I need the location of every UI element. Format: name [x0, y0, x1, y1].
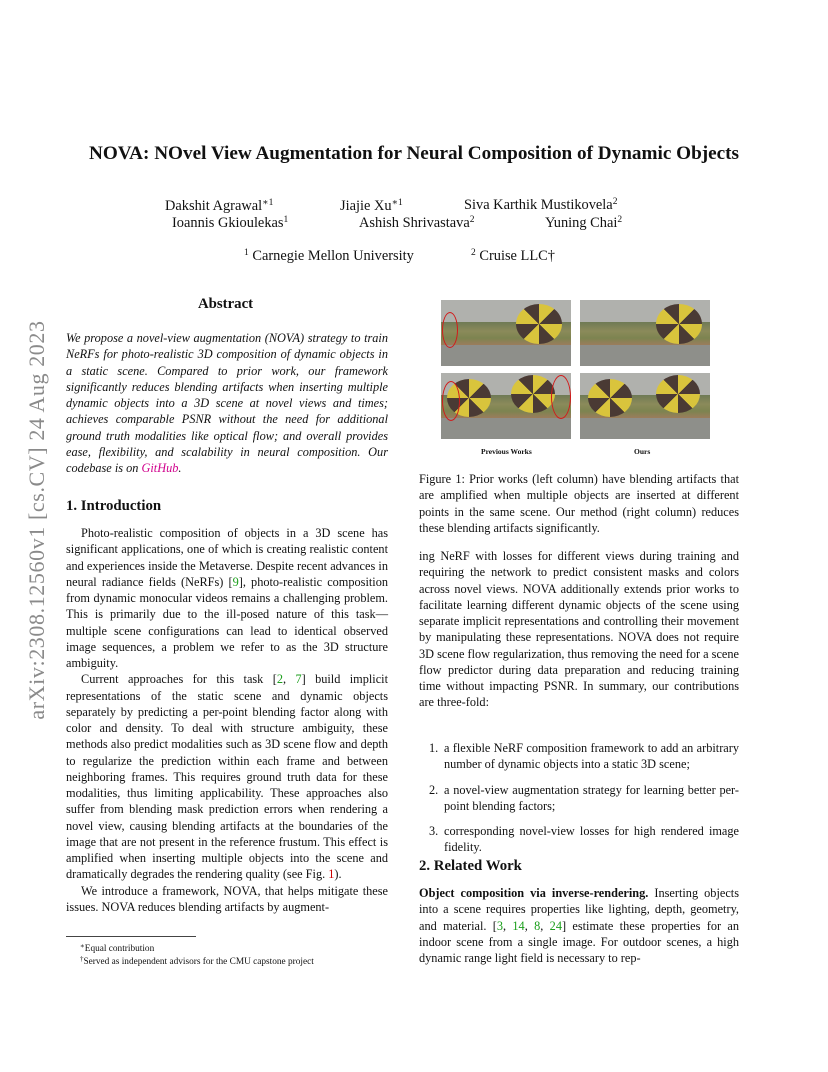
affiliation-2: $^2$ Cruise LLC†: [471, 248, 555, 264]
figure-label-ours: Ours: [634, 447, 651, 456]
umbrella-image: [588, 379, 632, 417]
figure-label-previous: Previous Works: [481, 447, 532, 456]
umbrella-image: [516, 304, 562, 344]
citation[interactable]: 9: [232, 574, 239, 589]
intro-continued: ing NeRF with losses for different views during training and requiring the network to predict consistent masks and colors across novel views. NOVA additionally extends prior works to facilitate learning different dynamic objects of the scene using separate implicit representations and controlling their movement by manipulating these representations. NOVA does not require 3D scene flow regularization, thus removing the need for a scene flow predictor during data preparation and reducing training time without impacting PSNR. In summary, our contributions are three-fold:: [419, 549, 739, 710]
umbrella-image: [656, 304, 702, 344]
author-5: Ashish Shrivastava$^2$: [359, 215, 475, 231]
artifact-circle: [442, 381, 460, 421]
umbrella-image: [511, 375, 555, 413]
author-1: Dakshit Agrawal$^{∗1}$: [165, 198, 274, 214]
abstract-heading: Abstract: [198, 296, 254, 312]
figure-reference[interactable]: 1: [328, 867, 335, 882]
author-6: Yuning Chai$^2$: [545, 215, 623, 231]
citation[interactable]: 24: [549, 918, 562, 933]
arxiv-id: arXiv:2308.12560v1 [cs.CV] 24 Aug 2023: [24, 320, 49, 720]
figure-caption: Figure 1: Prior works (left column) have blending artifacts that are amplified when multiple objects are inserted at different points in the same scene. Our method (right column) reduces these blending artifacts significantly.: [419, 472, 739, 535]
intro-body: [66, 525, 388, 915]
affiliation-1: $^1$ Carnegie Mellon University: [244, 248, 414, 264]
footnote-1: ∗Equal contribution: [80, 942, 155, 954]
figure-1: [441, 300, 711, 456]
contribution-item: 2. a novel-view augmentation strategy for learning better per-point blending factors;: [429, 782, 739, 813]
github-link[interactable]: GitHub: [141, 461, 179, 475]
artifact-circle: [442, 312, 458, 348]
author-3: Siva Karthik Mustikovela$^2$: [464, 197, 618, 213]
citation[interactable]: 7: [295, 672, 302, 687]
citation[interactable]: 3: [496, 918, 503, 933]
figure-panel-ours-top: [580, 300, 710, 366]
author-2: Jiajie $Xu^{∗1}$: [340, 198, 403, 214]
figure-panel-previous-bottom: [441, 373, 571, 439]
contribution-item: 3. corresponding novel-view losses for high rendered image fidelity.: [429, 824, 739, 855]
intro-paragraph-2: Current approaches for this task [2, 7] build implicit representations of the static scene and dynamic objects separately by predicting a per-point blending factor along with color and density. To deal with structure ambiguity, these methods also predict modalities such as 3D scene flow and depth to regularize the prediction within each frame and between neighboring frames. This requires ground truth data for these modalities, thus limiting applicability. These approaches also suffer from blending mask prediction errors when rendering a novel view, causing blending artifacts at the boundaries of the image that are not present in the reference frustum. This effect is amplified when inserting multiple objects into the scene and dramatically degrades the rendering quality (see Fig. 1).: [66, 672, 388, 882]
umbrella-image: [656, 375, 700, 413]
intro-paragraph-1: Photo-realistic composition of objects in a 3D scene has significant applications, one of which is creating realistic content and experiences inside the Metaverse. Despite recent advances in neural radiance fields (NeRFs) [9], photo-realistic composition from dynamic monocular videos remains a challenging problem. This is primarily due to the ill-posed nature of this task—multiple scene configurations can lead to identical observed image sequences, a problem we refer to as the 3D structure ambiguity.: [66, 526, 388, 670]
arxiv-sidebar: [22, 280, 52, 760]
footnote-2: †Served as independent advisors for the CMU capstone project: [80, 955, 314, 967]
contribution-item: 1. a flexible NeRF composition framework to add an arbitrary number of dynamic objects into a static 3D scene;: [429, 741, 739, 772]
artifact-circle: [551, 375, 571, 419]
figure-panel-previous-top: [441, 300, 571, 366]
abstract-text: We propose a novel-view augmentation (NOVA) strategy to train NeRFs for photo-realistic 3D composition of dynamic objects in a static scene. Compared to prior work, our framework significantly reduces blending artifacts when inserting multiple dynamic objects into a 3D scene at novel views and times; achieves comparable PSNR without the need for additional ground truth modalities like optical flow; and overall provides ease, flexibility, and scalability in neural composition. Our codebase is on GitHub.: [66, 331, 388, 475]
footnote-rule: [66, 936, 196, 937]
author-4: Ioannis Gkioulekas$^1$: [172, 215, 289, 231]
citation[interactable]: 14: [512, 918, 525, 933]
paper-title: NOVA: NOvel View Augmentation for Neural Composition of Dynamic Objects: [88, 143, 740, 164]
figure-panel-ours-bottom: [580, 373, 710, 439]
related-work-heading: 2. Related Work: [419, 858, 522, 874]
citation[interactable]: 8: [534, 918, 541, 933]
citation[interactable]: 2: [276, 672, 283, 687]
related-work-body: Object composition via inverse-rendering. Inserting objects into a scene requires properties like lighting, depth, geometry, and material. [3, 14, 8, 24] estimate these properties for an indoor scene from a single image. For outdoor scenes, a high dynamic range light field is necessary to rep-: [419, 886, 740, 965]
contributions-list: [419, 740, 739, 865]
intro-heading: 1. Introduction: [66, 498, 162, 514]
intro-paragraph-3: We introduce a framework, NOVA, that helps mitigate these issues. NOVA reduces blending artifacts by augment-: [66, 883, 388, 914]
